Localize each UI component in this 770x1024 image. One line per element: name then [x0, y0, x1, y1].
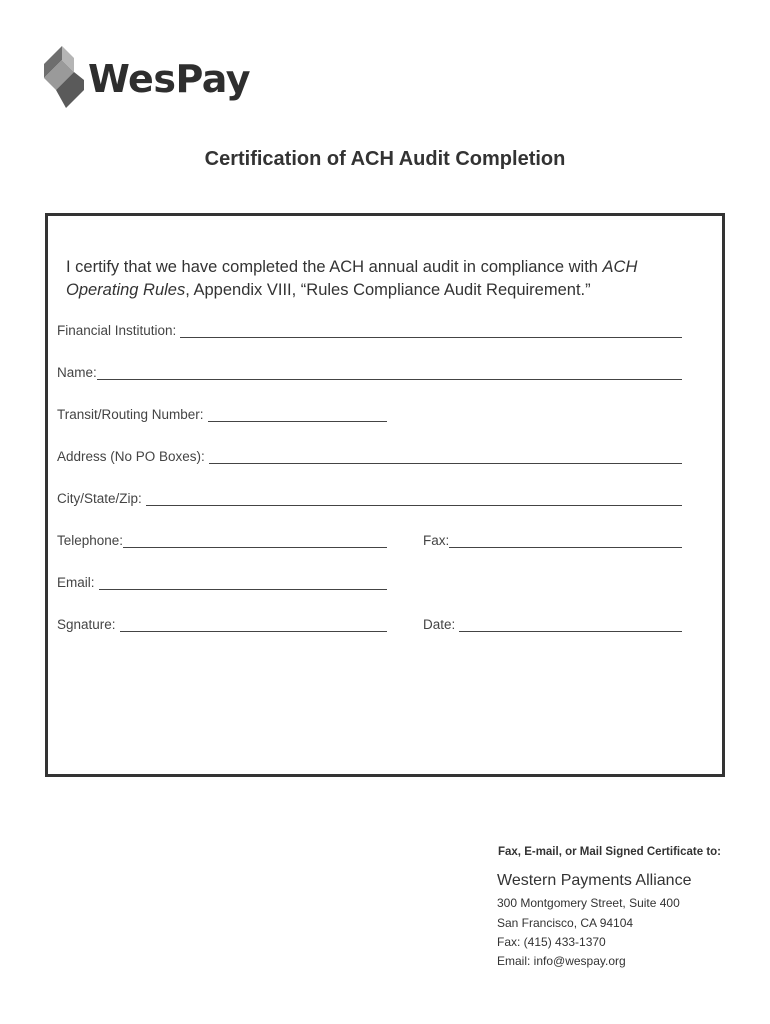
financial-institution-label: Financial Institution: — [57, 323, 177, 338]
routing-number-label: Transit/Routing Number: — [57, 407, 204, 422]
address-label: Address (No PO Boxes): — [57, 449, 205, 464]
routing-number-line[interactable] — [208, 408, 387, 422]
wespay-logo — [44, 46, 250, 108]
telephone-line[interactable] — [123, 534, 387, 548]
name-line[interactable] — [97, 366, 682, 380]
date-label: Date: — [423, 617, 456, 632]
contact-fax: Fax: (415) 433-1370 — [497, 935, 606, 949]
routing-number-field[interactable] — [57, 404, 387, 422]
email-label: Email: — [57, 575, 95, 590]
city-state-zip-label: City/State/Zip: — [57, 491, 142, 506]
city-state-zip-line[interactable] — [146, 492, 682, 506]
contact-email[interactable]: Email: info@wespay.org — [497, 954, 626, 968]
date-line[interactable] — [459, 618, 682, 632]
email-field[interactable] — [57, 572, 387, 590]
name-field[interactable] — [57, 362, 682, 380]
page-title: Certification of ACH Audit Completion — [204, 148, 566, 170]
wespay-logo-icon — [44, 46, 84, 108]
telephone-label: Telephone: — [57, 533, 124, 548]
name-label: Name: — [57, 365, 97, 380]
fax-line[interactable] — [449, 534, 682, 548]
financial-institution-field[interactable] — [57, 320, 682, 338]
fax-label: Fax: — [423, 533, 450, 548]
signature-field[interactable] — [57, 614, 387, 632]
address-field[interactable] — [57, 446, 682, 464]
signature-label: Sgnature: — [57, 617, 116, 632]
address-line[interactable] — [209, 450, 682, 464]
organization-name: Western Payments Alliance — [497, 872, 692, 889]
financial-institution-line[interactable] — [180, 324, 682, 338]
submission-heading: Fax, E-mail, or Mail Signed Certificate to: — [497, 846, 721, 858]
statement-text-2: , Appendix VIII, “Rules Compliance Audit Requirement.” — [185, 281, 591, 299]
date-field[interactable] — [423, 614, 682, 632]
telephone-field[interactable] — [57, 530, 387, 548]
statement-rules-name: ACH Operating Rules — [66, 258, 638, 299]
address-street: 300 Montgomery Street, Suite 400 — [497, 896, 680, 910]
certification-statement — [66, 256, 686, 302]
logo-wordmark: WesPay — [88, 57, 251, 101]
email-line[interactable] — [99, 576, 387, 590]
fax-field[interactable] — [423, 530, 682, 548]
signature-line[interactable] — [120, 618, 387, 632]
address-city: San Francisco, CA 94104 — [497, 916, 634, 930]
city-state-zip-field[interactable] — [57, 488, 682, 506]
statement-text-1: I certify that we have completed the ACH annual audit in compliance with — [66, 258, 603, 276]
